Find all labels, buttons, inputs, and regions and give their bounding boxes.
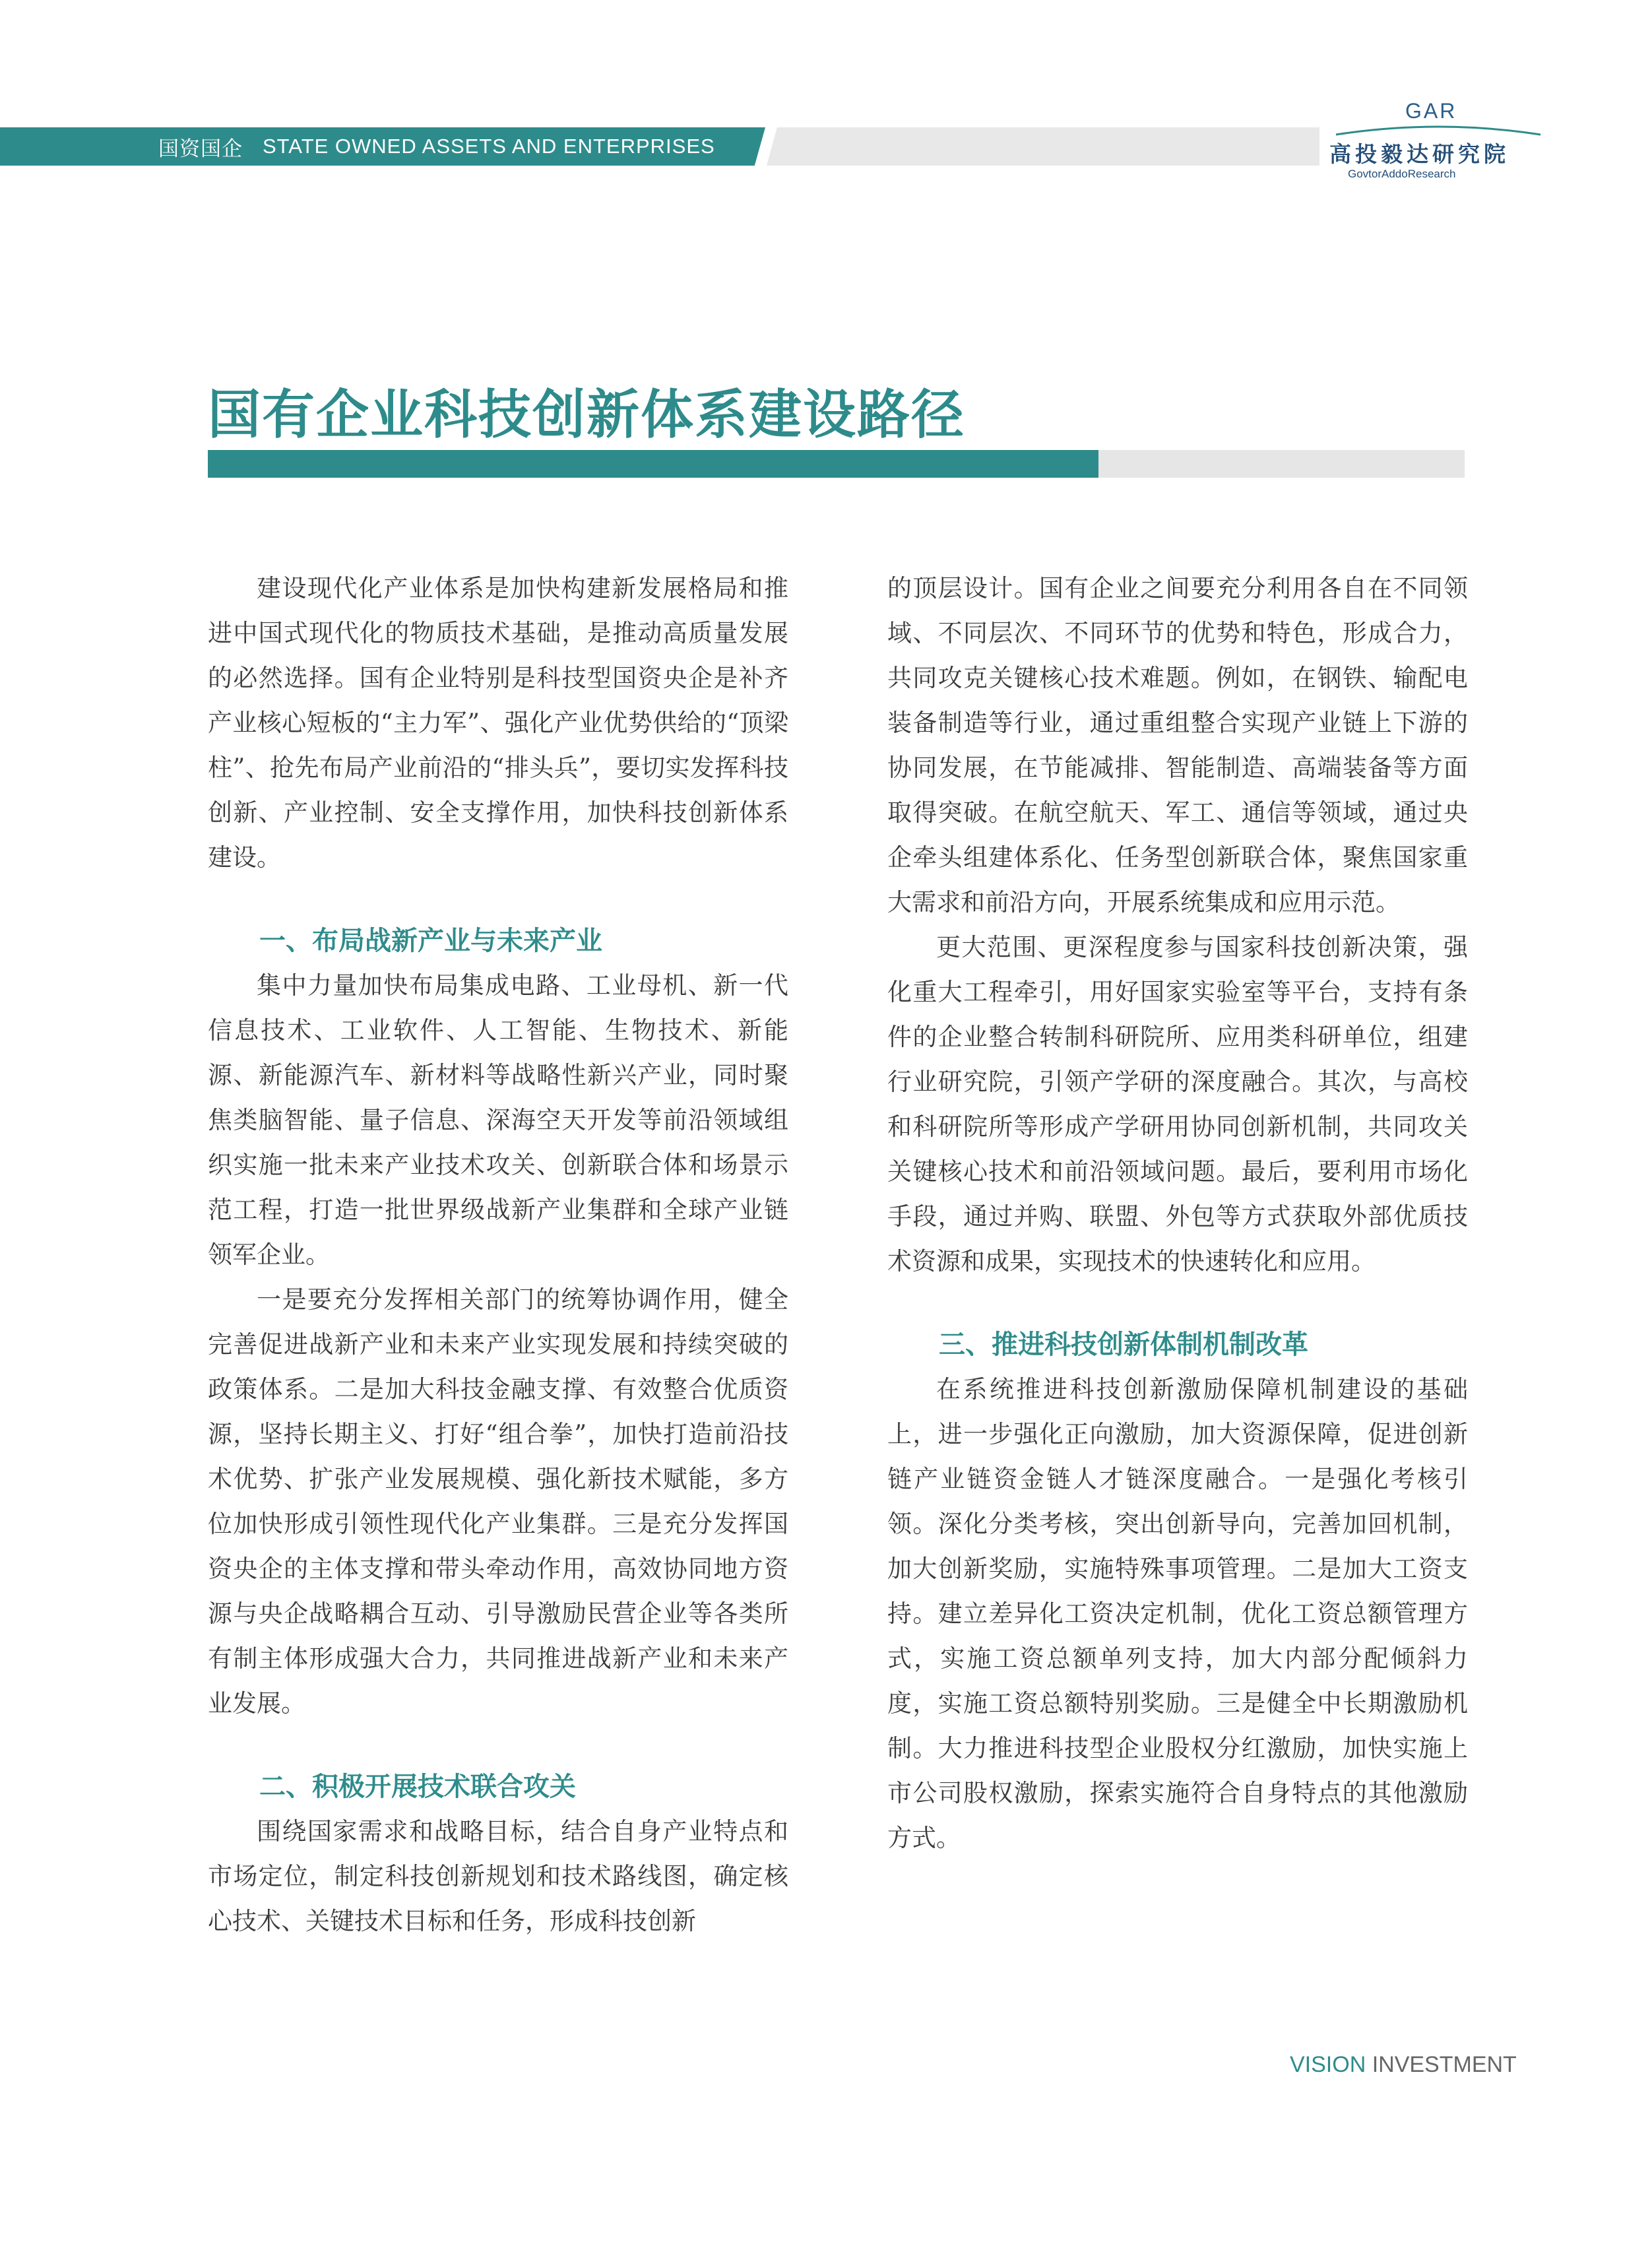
right-column (887, 566, 1468, 1861)
article-title: 国有企业科技创新体系建设路径 (208, 383, 965, 445)
header-section-label (158, 127, 715, 166)
logo-name-cn: 高投毅达研究院 (1329, 141, 1509, 167)
section2-paragraph-1-continued: 的顶层设计。国有企业之间要充分利用各自在不同领域、不同层次、不同环节的优势和特色，形成合力，共同攻克关键核心技术难题。例如，在钢铁、输配电装备制造等行业，通过重组整合实现产业链上下游的协同发展，在节能减排、智能制造、高端装备等方面取得突破。在航空航天、军工、通信等领域，通过央企牵头组建体系化、任务型创新联合体，聚焦国家重大需求和前沿方向，开展系统集成和应用示范。 (887, 574, 1468, 917)
footer-vision: VISION (1290, 2052, 1366, 2077)
footer-label (1290, 2052, 1517, 2078)
logo-arc-icon (1329, 123, 1547, 136)
section1-paragraph-1: 集中力量加快布局集成电路、工业母机、新一代信息技术、工业软件、人工智能、生物技术、新能源、新能源汽车、新材料等战略性新兴产业，同时聚焦类脑智能、量子信息、深海空天开发等前沿领域组织实施一批未来产业技术攻关、创新联合体和场景示范工程，打造一批世界级战新产业集群和全球产业链领军企业。 (208, 971, 788, 1269)
section2-heading: 二、积极开展技术联合攻关 (259, 1772, 576, 1802)
logo-abbr: GAR (1405, 99, 1457, 123)
header-section-en: STATE OWNED ASSETS AND ENTERPRISES (263, 135, 715, 158)
header-section-cn: 国资国企 (158, 137, 243, 160)
section1-paragraph-2: 一是要充分发挥相关部门的统筹协调作用，健全完善促进战新产业和未来产业实现发展和持续突破的政策体系。二是加大科技金融支撑、有效整合优质资源，坚持长期主义、打好“组合拳”，加快打造前沿技术优势、扩张产业发展规模、强化新技术赋能，多方位加快形成引领性现代化产业集群。三是充分发挥国资央企的主体支撑和带头牵动作用，高效协同地方资源与央企战略耦合互动、引导激励民营企业等各类所有制主体形成强大合力，共同推进战新产业和未来产业发展。 (208, 1285, 788, 1718)
title-underline-teal (208, 450, 1098, 478)
section2-paragraph-1: 围绕国家需求和战略目标，结合自身产业特点和市场定位，制定科技创新规划和技术路线图，确定核心技术、关键技术目标和任务，形成科技创新 (208, 1817, 788, 1935)
title-underline-gray (1098, 450, 1465, 478)
gar-logo (1329, 99, 1547, 185)
left-column (208, 566, 788, 1944)
section3-paragraph-1: 在系统推进科技创新激励保障机制建设的基础上，进一步强化正向激励，加大资源保障，促进创新链产业链资金链人才链深度融合。一是强化考核引领。深化分类考核，突出创新导向，完善加回机制，加大创新奖励，实施特殊事项管理。二是加大工资支持。建立差异化工资决定机制，优化工资总额管理方式，实施工资总额单列支持，加大内部分配倾斜力度，实施工资总额特别奖励。三是健全中长期激励机制。大力推进科技型企业股权分红激励，加快实施上市公司股权激励，探索实施符合自身特点的其他激励方式。 (887, 1375, 1468, 1852)
section1-heading: 一、布局战新产业与未来产业 (259, 926, 602, 956)
section3-heading: 三、推进科技创新体制机制改革 (939, 1330, 1308, 1360)
section2-paragraph-2: 更大范围、更深程度参与国家科技创新决策，强化重大工程牵引，用好国家实验室等平台，支持有条件的企业整合转制科研院所、应用类科研单位，组建行业研究院，引领产学研的深度融合。其次，与高校和科研院所等形成产学研用协同创新机制，共同攻关关键核心技术和前沿领域问题。最后，要利用市场化手段，通过并购、联盟、外包等方式获取外部优质技术资源和成果，实现技术的快速转化和应用。 (887, 933, 1468, 1275)
intro-paragraph: 建设现代化产业体系是加快构建新发展格局和推进中国式现代化的物质技术基础，是推动高质量发展的必然选择。国有企业特别是科技型国资央企是补齐产业核心短板的“主力军”、强化产业优势供给的“顶梁柱”、抢先布局产业前沿的“排头兵”，要切实发挥科技创新、产业控制、安全支撑作用，加快科技创新体系建设。 (208, 574, 788, 872)
header-gray-band (767, 127, 1319, 166)
logo-name-en: GovtorAddoResearch (1348, 168, 1456, 180)
footer-investment: INVESTMENT (1366, 2052, 1517, 2077)
